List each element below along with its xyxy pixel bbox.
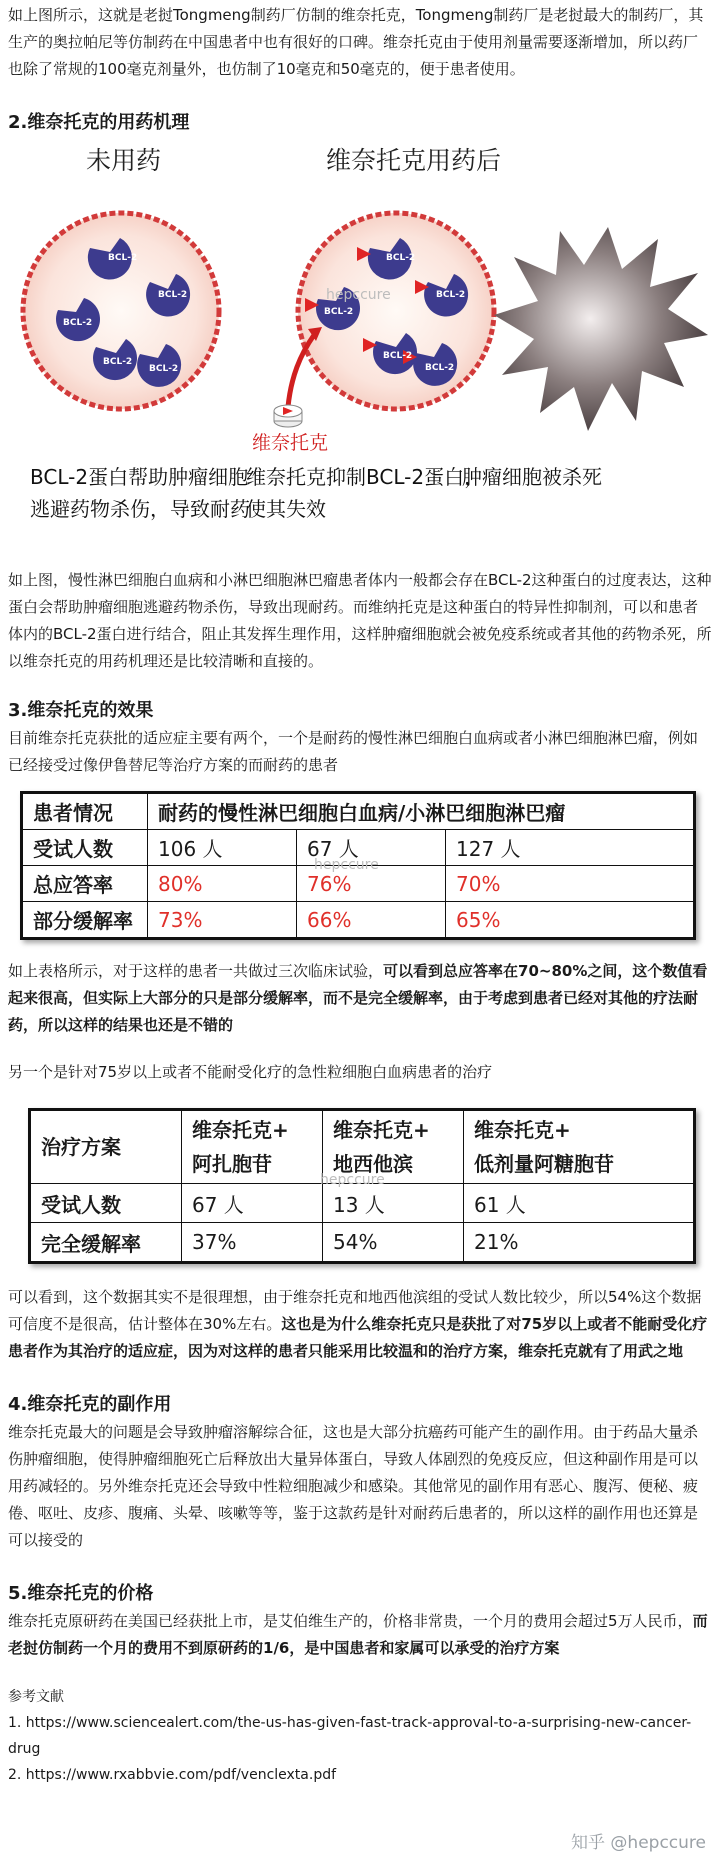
mechanism-figure: [8, 139, 712, 527]
references: [8, 1684, 712, 1788]
table-1-watermark: hepccure: [314, 857, 379, 873]
caption-3: 肿瘤细胞被杀死: [462, 465, 602, 489]
caption-2: 维奈托克抑制BCL-2蛋白， 使其失效: [246, 465, 485, 521]
zhihu-watermark: 知乎 @hepccure: [571, 1833, 706, 1853]
table-2-watermark: hepccure: [320, 1172, 385, 1188]
mechanism-paragraph: 如上图，慢性淋巴细胞白血病和小淋巴细胞淋巴瘤患者体内一般都会存在BCL-2这种蛋白的过度表达，这种蛋白会帮助肿瘤细胞逃避药物杀伤，导致出现耐药。而维纳托克是这种蛋白的特异性抑制剂，可以和患者体内的BCL-2蛋白进行结合，阻止其发挥生理作用，这样肿瘤细胞就会被免疫系统或者其他的药物杀死，所以维奈托克的用药机理还是比较清晰和直接的。: [8, 571, 712, 670]
price-paragraph: 维奈托克原研药在美国已经获批上市，是艾伯维生产的，价格非常贵，一个月的费用会超过5万人民币，而老挝仿制药一个月的费用不到原研药的1/6，是中国患者和家属可以承受的治疗方案: [8, 1612, 708, 1657]
section-2-title: 2.维奈托克的用药机理: [8, 112, 190, 133]
table-row: 受试人数 106 人 67 人 127 人: [23, 830, 694, 866]
caption-1: BCL-2蛋白帮助肿瘤细胞 逃避药物杀伤，导致耐药: [30, 465, 250, 521]
svg-text:BCL-2: BCL-2: [436, 290, 466, 300]
svg-text:BCL-2: BCL-2: [63, 318, 93, 328]
reference-1[interactable]: 1. https://www.sciencealert.com/the-us-has-given-fast-track-approval-to-a-surprising-new-cancer-drug: [8, 1715, 692, 1757]
table-2-analysis: 可以看到，这个数据其实不是很理想，由于维奈托克和地西他滨组的受试人数比较少，所以54%这个数据可信度不是很高，估计整体在30%左右。这也是为什么维奈托克只是获批了对75岁以上或者不能耐受化疗患者作为其治疗的适应症，因为对这样的患者只能采用比较温和的治疗方案，维奈托克就有了用武之地: [8, 1288, 708, 1360]
pill-icon: [274, 405, 302, 427]
svg-text:BCL-2: BCL-2: [425, 363, 455, 373]
table-row: 患者情况 耐药的慢性淋巴细胞白血病/小淋巴细胞淋巴瘤: [23, 794, 694, 830]
svg-text:BCL-2: BCL-2: [324, 307, 354, 317]
table-row: 部分缓解率 73% 66% 65%: [23, 902, 694, 938]
efficacy-table-1: [20, 791, 696, 940]
indication-paragraph: 目前维奈托克获批的适应症主要有两个，一个是耐药的慢性淋巴细胞白血病或者小淋巴细胞淋巴瘤，例如已经接受过像伊鲁替尼等治疗方案的而耐药的患者: [8, 729, 699, 774]
side-effects-paragraph: 维奈托克最大的问题是会导致肿瘤溶解综合征，这也是大部分抗癌药可能产生的副作用。由于药品大量杀伤肿瘤细胞，使得肿瘤细胞死亡后释放出大量异体蛋白，导致人体剧烈的免疫反应，但这种副作用是可以用药减轻的。另外维奈托克还会导致中性粒细胞减少和感染。其他常见的副作用有恶心、腹泻、便秘、疲倦、呕吐、皮疹、腹痛、头晕、咳嗽等等，鉴于这款药是针对耐药后患者的，所以这样的副作用也还算是可以接受的: [8, 1423, 699, 1549]
label-untreated: 未用药: [86, 146, 162, 175]
efficacy-table-2: [28, 1108, 696, 1264]
aml-indication: 另一个是针对75岁以上或者不能耐受化疗的急性粒细胞白血病患者的治疗: [8, 1063, 493, 1081]
section-5-title: 5.维奈托克的价格: [8, 1583, 154, 1604]
table-row: 受试人数 67 人 13 人 61 人: [31, 1184, 694, 1223]
label-treated: 维奈托克用药后: [326, 146, 502, 175]
intro-paragraph: 如上图所示，这就是老挝Tongmeng制药厂仿制的维奈托克，Tongmeng制药厂是老挝最大的制药厂，其生产的奥拉帕尼等仿制药在中国患者中也有很好的口碑。维奈托克由于使用剂量需要逐渐增加，所以药厂也除了常规的100毫克剂量外，也仿制了10毫克和50毫克的，便于患者使用。: [8, 6, 704, 78]
table-row: 总应答率 80% 76% 70%: [23, 866, 694, 902]
section-3-title: 3.维奈托克的效果: [8, 700, 154, 721]
table-1-analysis: 如上表格所示，对于这样的患者一共做过三次临床试验，可以看到总应答率在70~80%之间，这个数值看起来很高，但实际上大部分的只是部分缓解率，而不是完全缓解率，由于考虑到患者已经对其他的疗法耐药，所以这样的结果也还是不错的: [8, 962, 708, 1034]
section-4-title: 4.维奈托克的副作用: [8, 1394, 172, 1415]
svg-text:BCL-2: BCL-2: [158, 290, 188, 300]
svg-text:BCL-2: BCL-2: [103, 357, 133, 367]
svg-text:BCL-2: BCL-2: [383, 351, 413, 361]
dead-tumor-cell: [494, 227, 708, 431]
table-row: 完全缓解率 37% 54% 21%: [31, 1223, 694, 1262]
table-row: 治疗方案 维奈托克+ 阿扎胞苷 维奈托克+ 地西他滨 维奈托克+ 低剂量阿糖胞苷: [31, 1111, 694, 1184]
references-title: 参考文献: [8, 1689, 64, 1705]
svg-text:BCL-2: BCL-2: [108, 253, 138, 263]
drug-label: 维奈托克: [252, 432, 329, 454]
figure-watermark: hepccure: [326, 287, 391, 303]
svg-text:BCL-2: BCL-2: [386, 253, 416, 263]
svg-text:BCL-2: BCL-2: [149, 364, 179, 374]
article: [8, 0, 712, 1788]
reference-2[interactable]: 2. https://www.rxabbvie.com/pdf/venclexta.pdf: [8, 1767, 337, 1783]
